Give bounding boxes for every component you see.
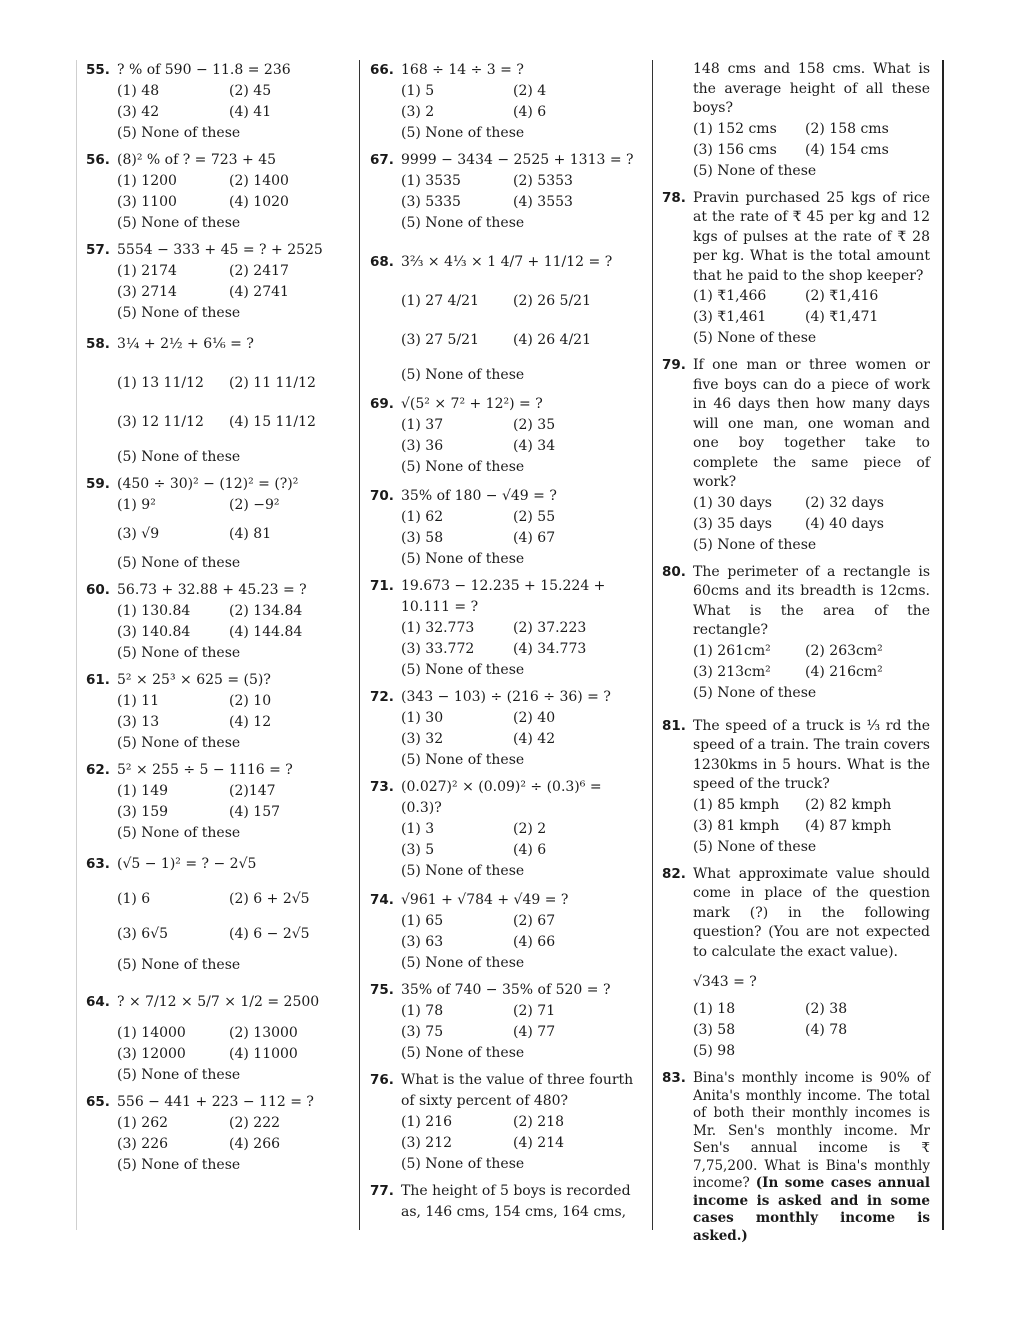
option: (1) 78 [401, 1003, 444, 1019]
question-number: 73. [370, 779, 394, 795]
question-text: ? % of 590 − 11.8 = 236 [117, 62, 291, 78]
question-82 [662, 864, 930, 1063]
option: (2) 2 [513, 821, 547, 837]
option: (2) 35 [513, 417, 556, 433]
option-none: (5) None of these [401, 1156, 525, 1172]
option-none: (5) None of these [401, 863, 525, 879]
option: (3) 12000 [117, 1046, 186, 1062]
option-none: (5) None of these [117, 1067, 241, 1083]
option: (2) 158 cms [805, 120, 889, 137]
option: (2) 55 [513, 509, 556, 525]
left-margin-line [76, 60, 77, 1230]
option-none: (5) None of these [117, 125, 241, 141]
question-number: 76. [370, 1072, 394, 1088]
question-text: 19.673 − 12.235 + 15.224 + 10.111 = ? [401, 578, 606, 615]
option: (2) 10 [229, 693, 272, 709]
column-3 [662, 60, 930, 1251]
option-none: (5) None of these [117, 825, 241, 841]
question-77 [370, 1181, 640, 1223]
option: (2) 67 [513, 913, 556, 929]
option: (3) 212 [401, 1135, 453, 1151]
question-64 [86, 992, 351, 1086]
question-text: The speed of a truck is ⅓ rd the speed of a train. The train covers 1230kms in 5 hours. What is the speed of the truck? [693, 717, 930, 792]
option: (2) 263cm² [805, 642, 883, 659]
question-text: (0.027)² × (0.09)² ÷ (0.3)⁶ = (0.3)? [401, 779, 602, 816]
option-none: (5) None of these [401, 215, 525, 231]
question-69 [370, 394, 640, 478]
question-number: 83. [662, 1070, 686, 1086]
option: (3) 75 [401, 1024, 444, 1040]
option: (3) 42 [117, 104, 160, 120]
option: (4) 66 [513, 934, 556, 950]
question-text: What is the value of three fourth of sixty percent of 480? [401, 1072, 634, 1109]
option-none: (5) None of these [117, 645, 241, 661]
question-note: (In some cases annual income is asked and in some cases monthly income is asked.) [693, 1175, 931, 1244]
question-text: 5² × 25³ × 625 = (5)? [117, 672, 271, 688]
column-divider [652, 60, 653, 1230]
option: (1) 2174 [117, 263, 177, 279]
option: (1) 261cm² [693, 642, 771, 659]
option-none: (5) None of these [401, 551, 525, 567]
option: (1) 27 4/21 [401, 293, 479, 309]
question-expression: √343 = ? [693, 974, 757, 990]
option: (2) 38 [805, 1001, 848, 1017]
question-text: 3¼ + 2½ + 6⅙ = ? [117, 336, 254, 352]
option: (1) 37 [401, 417, 444, 433]
option-none: (5) None of these [117, 215, 241, 231]
option: (4) 34 [513, 438, 556, 454]
option: (2) 13000 [229, 1025, 298, 1041]
option-none: (5) None of these [117, 449, 241, 465]
option: (4) 11000 [229, 1046, 298, 1062]
option: (3) 2 [401, 104, 435, 120]
option: (4) 81 [229, 526, 272, 542]
option: (4) 144.84 [229, 624, 303, 640]
option: (1) 48 [117, 83, 160, 99]
option: (3) 13 [117, 714, 160, 730]
option: (4) 87 kmph [805, 817, 892, 834]
option-none: (5) None of these [693, 684, 817, 701]
option: (2) 45 [229, 83, 272, 99]
question-text: (√5 − 1)² = ? − 2√5 [117, 856, 257, 872]
question-text: 148 cms and 158 cms. What is the average height of all these boys? [693, 61, 930, 116]
option: (3) 35 days [693, 515, 772, 532]
option-none: (5) None of these [401, 459, 525, 475]
question-61 [86, 670, 351, 754]
question-text: 5554 − 333 + 45 = ? + 2525 [117, 242, 323, 258]
right-margin-line [942, 60, 944, 1230]
option: (4) ₹1,471 [805, 309, 879, 325]
option: (1) 9² [117, 497, 156, 513]
question-text: (8)² % of ? = 723 + 45 [117, 152, 277, 168]
option: (1) 1200 [117, 173, 177, 189]
option: (3) 5 [401, 842, 435, 858]
option: (1) 152 cms [693, 120, 777, 137]
question-text: What approximate value should come in place of the question mark (?) in the following question? (You are not expected to calculate the exact value). [693, 865, 930, 960]
option: (2) 32 days [805, 494, 884, 511]
option: (2) 82 kmph [805, 796, 892, 813]
option: (3) 159 [117, 804, 169, 820]
question-76 [370, 1070, 640, 1175]
question-number: 63. [86, 856, 110, 872]
option: (4) 216cm² [805, 663, 883, 680]
question-text: 35% of 740 − 35% of 520 = ? [401, 982, 611, 998]
column-1 [86, 60, 351, 1182]
question-59 [86, 474, 351, 574]
option: (3) 156 cms [693, 141, 777, 158]
option: (3) 226 [117, 1136, 169, 1152]
option: (4) 6 − 2√5 [229, 926, 310, 942]
option: (1) ₹1,466 [693, 288, 767, 304]
option: (1) 32.773 [401, 620, 475, 636]
option: (1) 262 [117, 1115, 169, 1131]
option: (4) 214 [513, 1135, 565, 1151]
column-2 [370, 60, 640, 1229]
question-number: 65. [86, 1094, 110, 1110]
option: (4) 12 [229, 714, 272, 730]
option: (4) 34.773 [513, 641, 587, 657]
option: (4) 40 days [805, 515, 884, 532]
option: (1) 130.84 [117, 603, 191, 619]
option: (1) 30 days [693, 494, 772, 511]
question-text: The perimeter of a rectangle is 60cms and its breadth is 12cms. What is the area of the rectangle? [693, 563, 930, 638]
option: (3) 5335 [401, 194, 461, 210]
option-none: (5) None of these [693, 330, 817, 346]
option: (3) 32 [401, 731, 444, 747]
option: (3) 140.84 [117, 624, 191, 640]
question-number: 78. [662, 189, 686, 206]
question-number: 81. [662, 717, 686, 734]
option: (2) 5353 [513, 173, 573, 189]
question-number: 80. [662, 563, 686, 580]
option: (2) ₹1,416 [805, 288, 879, 304]
question-number: 58. [86, 336, 110, 352]
option: (4) 2741 [229, 284, 289, 300]
question-text: √961 + √784 + √49 = ? [401, 892, 569, 908]
option: (4) 67 [513, 530, 556, 546]
question-number: 55. [86, 62, 110, 78]
option-none: (5) None of these [401, 125, 525, 141]
option: (3) 12 11/12 [117, 414, 204, 430]
question-77-continued [662, 60, 930, 182]
option: (2) 134.84 [229, 603, 303, 619]
question-number: 59. [86, 476, 110, 492]
option-none: (5) 98 [693, 1043, 736, 1059]
option-none: (5) None of these [401, 367, 525, 383]
option: (3) 1100 [117, 194, 177, 210]
option-none: (5) None of these [401, 1045, 525, 1061]
option: (2) −9² [229, 497, 280, 513]
option: (3) √9 [117, 526, 160, 542]
option: (1) 62 [401, 509, 444, 525]
option: (3) ₹1,461 [693, 309, 767, 325]
question-number: 71. [370, 578, 394, 594]
question-text: 168 ÷ 14 ÷ 3 = ? [401, 62, 524, 78]
option: (1) 14000 [117, 1025, 186, 1041]
question-56 [86, 150, 351, 234]
option-none: (5) None of these [117, 555, 241, 571]
question-text: If one man or three women or five boys can do a piece of work in 46 days then how many days will one man, one woman and one boy together take to complete the same piece of work? [693, 357, 930, 490]
question-number: 62. [86, 762, 110, 778]
question-58 [86, 334, 351, 468]
option: (2) 1400 [229, 173, 289, 189]
question-68 [370, 252, 640, 386]
question-57 [86, 240, 351, 324]
question-text: Pravin purchased 25 kgs of rice at the rate of ₹ 45 per kg and 12 kgs of pulses at the rate of ₹ 28 per kg. What is the total amount that he paid to the shop keeper? [693, 189, 930, 284]
option: (2) 2417 [229, 263, 289, 279]
question-67 [370, 150, 640, 234]
option: (3) 213cm² [693, 663, 771, 680]
question-text: ? × 7/12 × 5/7 × 1/2 = 2500 [117, 994, 320, 1010]
option: (4) 78 [805, 1022, 848, 1038]
question-text: √(5² × 7² + 12²) = ? [401, 396, 543, 412]
option: (4) 77 [513, 1024, 556, 1040]
option: (1) 65 [401, 913, 444, 929]
option: (1) 30 [401, 710, 444, 726]
question-text: 56.73 + 32.88 + 45.23 = ? [117, 582, 307, 598]
option-none: (5) None of these [693, 162, 817, 179]
question-number: 67. [370, 152, 394, 168]
option: (2) 4 [513, 83, 547, 99]
question-text: 5² × 255 ÷ 5 − 1116 = ? [117, 762, 293, 778]
question-number: 57. [86, 242, 110, 258]
option-none: (5) None of these [117, 735, 241, 751]
option: (4) 1020 [229, 194, 289, 210]
option: (2) 6 + 2√5 [229, 891, 310, 907]
question-number: 79. [662, 357, 686, 373]
option: (3) 58 [693, 1022, 736, 1038]
option-none: (5) None of these [117, 1157, 241, 1173]
question-81 [662, 716, 930, 858]
option-none: (5) None of these [693, 838, 817, 855]
question-text: 35% of 180 − √49 = ? [401, 488, 557, 504]
option: (2) 11 11/12 [229, 375, 316, 391]
column-divider [359, 60, 360, 1230]
question-number: 77. [370, 1183, 394, 1199]
option-none: (5) None of these [401, 752, 525, 768]
option-none: (5) None of these [401, 662, 525, 678]
question-text: The height of 5 boys is recorded as, 146 cms, 154 cms, 164 cms, [401, 1183, 631, 1220]
option: (4) 266 [229, 1136, 281, 1152]
question-73 [370, 777, 640, 882]
question-number: 69. [370, 396, 394, 412]
option: (2) 71 [513, 1003, 556, 1019]
question-text: (450 ÷ 30)² − (12)² = (?)² [117, 476, 299, 492]
question-text: 556 − 441 + 223 − 112 = ? [117, 1094, 314, 1110]
option: (4) 42 [513, 731, 556, 747]
option-none: (5) None of these [117, 957, 241, 973]
option: (1) 18 [693, 1001, 736, 1017]
question-70 [370, 486, 640, 570]
question-text: (343 − 103) ÷ (216 ÷ 36) = ? [401, 689, 611, 705]
option: (4) 15 11/12 [229, 414, 316, 430]
question-number: 64. [86, 994, 110, 1010]
option: (1) 5 [401, 83, 435, 99]
option: (4) 6 [513, 104, 547, 120]
question-60 [86, 580, 351, 664]
question-number: 74. [370, 892, 394, 908]
option: (2) 40 [513, 710, 556, 726]
option: (4) 3553 [513, 194, 573, 210]
option: (2) 222 [229, 1115, 281, 1131]
option: (4) 26 4/21 [513, 332, 591, 348]
option: (3) 33.772 [401, 641, 475, 657]
question-number: 56. [86, 152, 110, 168]
question-83 [662, 1068, 930, 1245]
question-number: 75. [370, 982, 394, 998]
option: (4) 157 [229, 804, 281, 820]
question-text: 9999 − 3434 − 2525 + 1313 = ? [401, 152, 634, 168]
option: (1) 13 11/12 [117, 375, 204, 391]
question-63 [86, 854, 351, 976]
question-80 [662, 562, 930, 704]
question-75 [370, 980, 640, 1064]
option: (4) 6 [513, 842, 547, 858]
question-55 [86, 60, 351, 144]
option: (3) 81 kmph [693, 817, 780, 834]
question-number: 60. [86, 582, 110, 598]
question-66 [370, 60, 640, 144]
question-74 [370, 890, 640, 974]
option: (4) 154 cms [805, 141, 889, 158]
question-number: 82. [662, 865, 686, 882]
question-number: 72. [370, 689, 394, 705]
option: (1) 6 [117, 891, 151, 907]
option: (1) 85 kmph [693, 796, 780, 813]
question-65 [86, 1092, 351, 1176]
option: (1) 11 [117, 693, 160, 709]
option: (3) 6√5 [117, 926, 169, 942]
question-72 [370, 687, 640, 771]
option-none: (5) None of these [117, 305, 241, 321]
question-78 [662, 188, 930, 350]
question-text: 3⅔ × 4⅓ × 1 4/7 + 11/12 = ? [401, 254, 613, 270]
question-text: Bina's monthly income is 90% of Anita's monthly income. The total of both their monthly incomes is Mr. Sen's monthly income. Mr Sen's annual income is ₹ 7,75,200. What is Bina's monthly income? [693, 1070, 930, 1191]
option-none: (5) None of these [401, 955, 525, 971]
question-71 [370, 576, 640, 681]
option: (1) 216 [401, 1114, 453, 1130]
option: (2)147 [229, 783, 276, 799]
option: (3) 63 [401, 934, 444, 950]
option: (3) 58 [401, 530, 444, 546]
question-number: 66. [370, 62, 394, 78]
question-62 [86, 760, 351, 844]
option: (2) 218 [513, 1114, 565, 1130]
option: (2) 37.223 [513, 620, 587, 636]
question-number: 70. [370, 488, 394, 504]
option: (3) 27 5/21 [401, 332, 479, 348]
option: (1) 3 [401, 821, 435, 837]
option: (3) 2714 [117, 284, 177, 300]
option: (3) 36 [401, 438, 444, 454]
option: (1) 149 [117, 783, 169, 799]
question-number: 61. [86, 672, 110, 688]
option: (1) 3535 [401, 173, 461, 189]
option-none: (5) None of these [693, 536, 817, 553]
option: (4) 41 [229, 104, 272, 120]
question-number: 68. [370, 254, 394, 270]
option: (2) 26 5/21 [513, 293, 591, 309]
question-79 [662, 355, 930, 556]
